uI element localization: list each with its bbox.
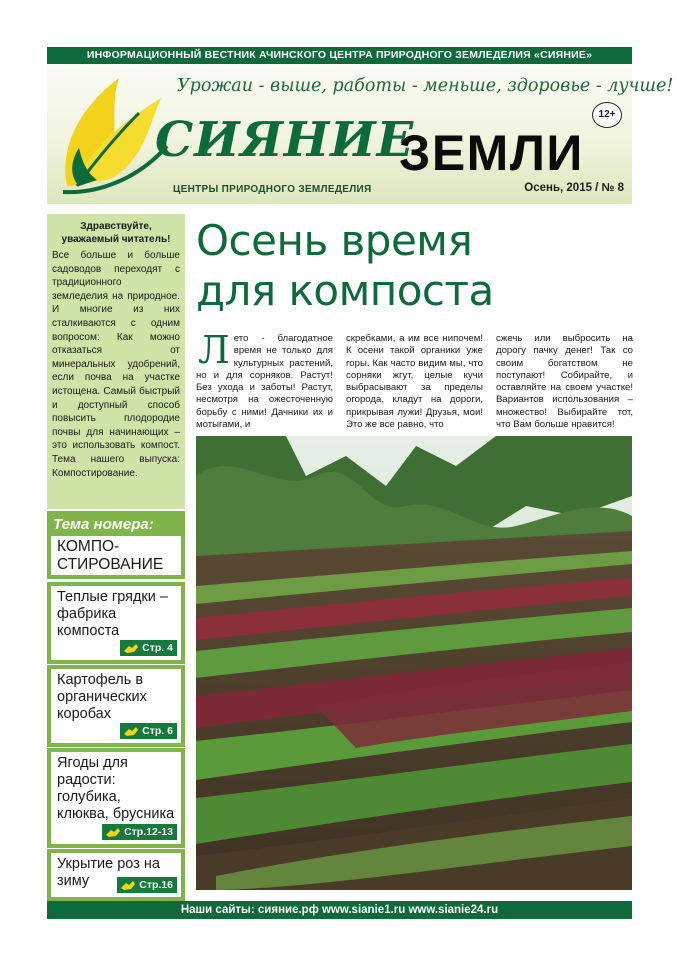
page-ref-text: Стр. 6	[142, 725, 173, 737]
headline	[196, 216, 494, 316]
article-body	[196, 328, 633, 431]
toc-item-potato[interactable]	[47, 665, 185, 747]
article-column-2: скребками, а им все нипочем! К осени такой органики уже горы. Как часто видим мы, что сорняки жгут, целые кучи выбрасывают за пределы огорода, кладут на дороги, прикрывая лужи! Друзья, мои! Это же все равно, что	[346, 333, 483, 431]
theme-title: КОМПО-СТИРОВАНИЕ	[57, 538, 164, 573]
age-rating-badge: 12+	[592, 102, 622, 128]
fox-icon	[105, 826, 121, 838]
page-ref-badge[interactable]	[117, 877, 177, 893]
intro-box	[47, 214, 185, 509]
slogan: Урожаи - выше, работы - меньше, здоровье - лучше!	[177, 76, 674, 96]
issue-info: Осень, 2015 / № 8	[524, 182, 624, 194]
article-column-1	[196, 328, 333, 431]
intro-text: Все больше и больше садоводов переходят с традиционного земледелия на природное. И многие из них сталкиваются с одним вопросом: Как можно отказаться от минеральных удобрений, если почва на участке истощена. Самый быстрый и доступный способ повысить плодородие почвы для начинающих – это использовать компост. Тема нашего выпуска: Компостирование.	[52, 250, 180, 479]
fox-icon	[123, 642, 139, 654]
top-banner: ИНФОРМАЦИОННЫЙ ВЕСТНИК АЧИНСКОГО ЦЕНТРА ПРИРОДНОГО ЗЕМЛЕДЕЛИЯ «СИЯНИЕ»	[47, 47, 632, 64]
footer-websites: Наши сайты: сияние.рф www.sianie1.ru www.sianie24.ru	[47, 901, 632, 919]
garden-photo	[196, 436, 632, 890]
page-ref-badge[interactable]	[120, 723, 177, 739]
page-ref-text: Стр. 4	[142, 642, 173, 654]
brand-subtitle: ЦЕНТРЫ ПРИРОДНОГО ЗЕМЛЕДЕЛИЯ	[173, 184, 372, 195]
toc-item-label: Картофель в органических коробах	[57, 672, 147, 722]
page-ref-badge[interactable]	[102, 824, 177, 840]
page-ref-badge[interactable]	[120, 640, 177, 656]
headline-line-1: Осень время	[196, 216, 473, 265]
masthead	[47, 64, 674, 204]
page-ref-text: Стр.12-13	[124, 826, 173, 838]
theme-heading: Тема номера:	[51, 515, 181, 536]
toc-item-roses[interactable]	[47, 849, 185, 901]
brand-secondary: ЗЕМЛИ	[399, 125, 584, 181]
headline-line-2: для компоста	[196, 266, 494, 315]
toc-item-warm-beds[interactable]	[47, 582, 185, 664]
fox-icon	[123, 725, 139, 737]
intro-greeting: Здравствуйте, уважаемый читатель!	[61, 221, 171, 245]
toc-item-berries[interactable]	[47, 748, 185, 848]
brand-primary: СИЯНИЕ	[155, 112, 415, 168]
article-column-1-text: ето - благодатное время не только для культурных растений, но и для сорняков. Растут! Без ухода и заботы! Растут, несмотря на ожесточенную борьбу с ними! Дачники их и мотыгами, и	[196, 333, 333, 431]
toc-item-label: Ягоды для радости: голубика, клюква, брусника	[57, 755, 175, 822]
fox-icon	[120, 879, 136, 891]
article-column-3: сжечь или выбросить на дорогу пачку денег! Так со своим богатством не поступают! Собирайте, и оставляйте на своем участке! Вариантов использования – множество! Выбирайте тот, что Вам больше нравится!	[496, 333, 633, 431]
drop-cap: Л	[198, 328, 230, 372]
toc-item-label: Теплые грядки – фабрика компоста	[57, 589, 168, 639]
page-ref-text: Стр.16	[139, 879, 173, 891]
toc-item-label: Укрытие роз на зиму	[57, 856, 160, 889]
theme-box	[47, 511, 185, 579]
